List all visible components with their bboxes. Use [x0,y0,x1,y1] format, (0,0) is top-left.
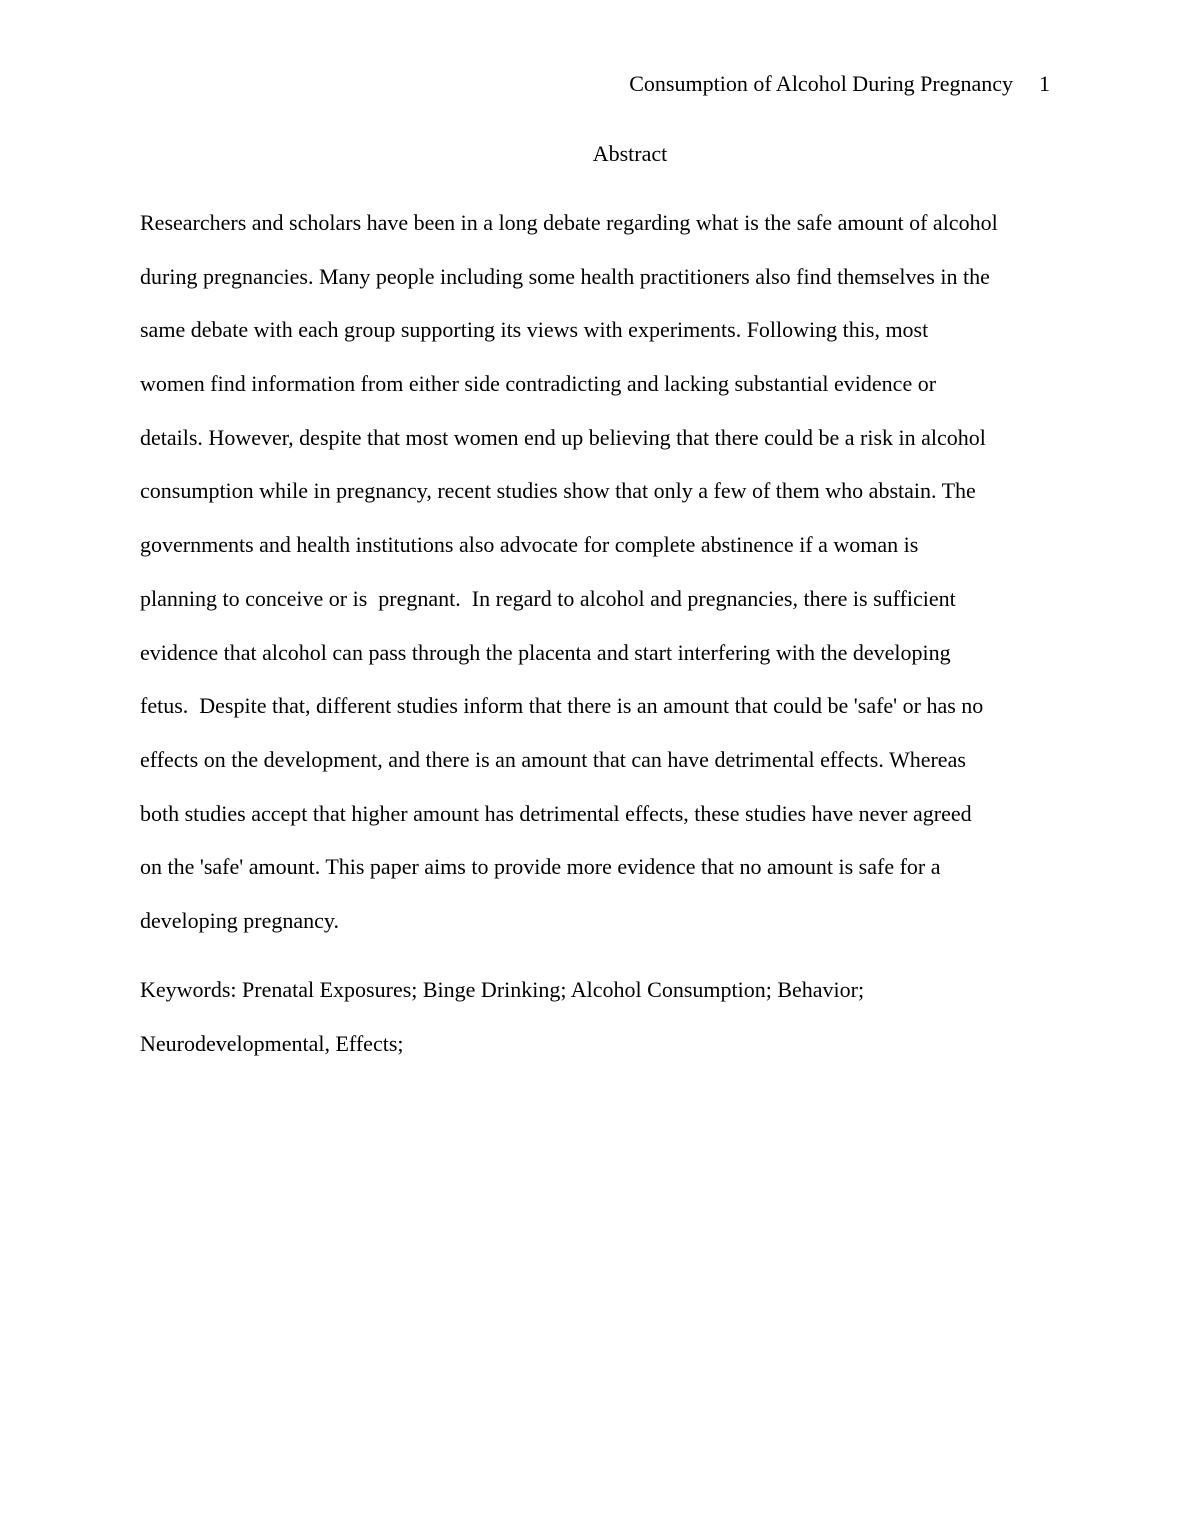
abstract-heading: Abstract [592,141,668,166]
abstract-line: developing pregnancy. [140,907,339,933]
abstract-line: consumption while in pregnancy, recent studies show that only a few of them who abstain. The [140,478,976,504]
abstract-line: planning to conceive or is pregnant. In regard to alcohol and pregnancies, there is sufficient [140,585,956,611]
abstract-body [140,196,1060,948]
keywords-line: Keywords: Prenatal Exposures; Binge Drinking; Alcohol Consumption; Behavior; [140,977,865,1002]
page-number: 1 [1039,71,1050,96]
abstract-line: details. However, despite that most women end up believing that there could be a risk in alcohol [140,424,986,450]
keywords-block [140,963,1060,1070]
abstract-line: Researchers and scholars have been in a long debate regarding what is the safe amount of alcohol [140,210,998,235]
running-title: Consumption of Alcohol During Pregnancy [629,71,1013,96]
abstract-line: fetus. Despite that, different studies inform that there is an amount that could be 'safe' or has no [140,693,984,719]
abstract-line: both studies accept that higher amount has detrimental effects, these studies have never agreed [140,800,972,826]
abstract-line: effects on the development, and there is an amount that can have detrimental effects. Whereas [140,746,966,772]
abstract-line: women find information from either side contradicting and lacking substantial evidence or [140,371,937,397]
keywords-line: Neurodevelopmental, Effects; [140,1030,404,1056]
abstract-line: governments and health institutions also advocate for complete abstinence if a woman is [140,532,919,558]
running-head [629,70,1050,98]
abstract-line: same debate with each group supporting its views with experiments. Following this, most [140,317,929,343]
abstract-line: during pregnancies. Many people including some health practitioners also find themselves in the [140,263,990,289]
abstract-line: evidence that alcohol can pass through the placenta and start interfering with the developing [140,639,951,665]
abstract-line: on the 'safe' amount. This paper aims to provide more evidence that no amount is safe for a [140,854,941,880]
